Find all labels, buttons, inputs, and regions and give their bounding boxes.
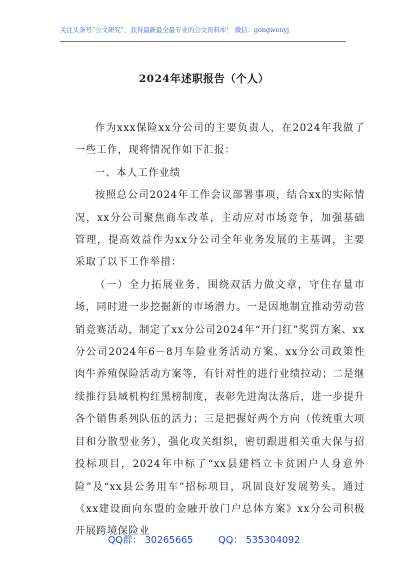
paragraph-intro: 作为xxx保险xx分公司的主要负责人，在2024年我做了一些工作，现将情况作如下汇报： <box>75 123 365 157</box>
paragraph-overview: 按照总公司2024年工作会议部署事项，结合xx的实际情况，xx分公司聚焦商车改革，主动应对市场竞争，加强基础管理，提高效益作为xx分公司全年业务发展的主基调，主要采取了以下工作举措： <box>75 190 365 269</box>
footer-contacts <box>0 532 408 546</box>
footer-qq: QQ： 535304092 <box>218 535 301 546</box>
paragraph-business: （一）全力拓展业务，围绕双活力做文章，守住存量市场，同时进一步挖掘新的市场潜力。一是因地制宜推动劳动营销竞赛活动，制定了xx分公司2024年“开门红”奖罚方案、xx分公司2024年6－8月车险业务活动方案、xx分公司政策性肉牛养殖保险活动方案等，有针对性的进行业绩拉动；二是继续推行县域机构红黑榜制度，表彰先进淘汰落后，进一步提升各个销售系列队伍的活力；三是把握好两个方向（传统重大项目和分散型业务），强化攻关组织，密切跟进相关重大保与招投标项目，2024年中标了“xx县建档立卡贫困户人身意外险”及“xx县公务用车”招标项目，巩固良好发展势头。通过《xx建设面向东盟的金融开放门户总体方案》xx分公司积极开展跨境保险业 <box>75 279 365 538</box>
header-note: 关注头条号“公文研究”，获得最新最全最专业的公文资料库！ 微信：gongwenyj <box>60 26 289 34</box>
header-divider <box>60 41 346 42</box>
document-title: 2024年述职报告（个人） <box>138 73 270 85</box>
document-body <box>75 118 365 544</box>
footer-qq-group: QQ群： 30265665 <box>107 535 194 546</box>
section-heading: 一、本人工作业绩 <box>95 167 181 179</box>
